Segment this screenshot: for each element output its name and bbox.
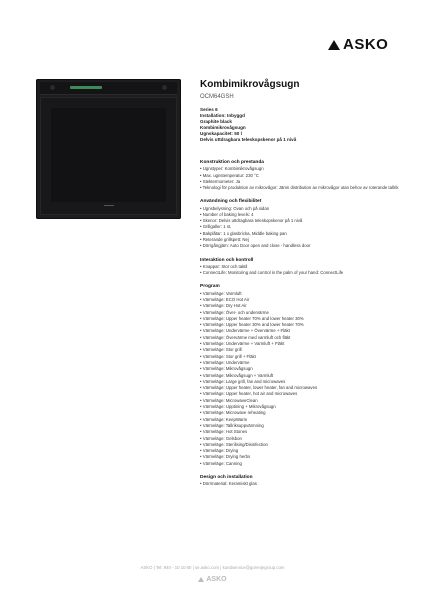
list-item: • Värmeläge: Stor grill + Fläkt bbox=[200, 353, 256, 359]
list-item: • Bakplåtar: 1 x glasbricka, Middle baking pan bbox=[200, 230, 287, 236]
spec-line: Graphite black bbox=[200, 119, 232, 124]
section-title: Program bbox=[200, 284, 220, 290]
product-image bbox=[36, 79, 181, 219]
list-item: • Värmeläge: Varmluft bbox=[200, 290, 242, 296]
list-item: • Värmeläge: Drying bbox=[200, 448, 239, 454]
list-item: • Värmeläge: Drying herbs bbox=[200, 454, 251, 460]
list-item: • Grillgaller: 1 st. bbox=[200, 224, 232, 230]
spec-line: Series 6 bbox=[200, 107, 218, 112]
list-item: • Värmeläge: Gelsbon bbox=[200, 435, 242, 441]
list-item: • Värmeläge: Mikrovågsugn + Varmluft bbox=[200, 372, 274, 378]
list-item: • Stektermometer: Ja bbox=[200, 178, 241, 184]
list-item: • ConnectLife: Monitoring and control in the palm of your hand: ConnectLife bbox=[200, 270, 344, 276]
list-item: • Värmeläge: ECO Hot Air bbox=[200, 296, 250, 302]
spec-line: Kombimikrovågsugn bbox=[200, 125, 246, 130]
list-item: • Max. ugnstemperatur: 230 °C bbox=[200, 172, 259, 178]
list-item: • Värmeläge: Tallriksuppvärmning bbox=[200, 422, 264, 428]
section-title: Interaktion och kontroll bbox=[200, 257, 254, 263]
oven-control-panel bbox=[40, 82, 177, 95]
list-item: • Ugnsbelysning: Ovan och på sidan bbox=[200, 205, 270, 211]
spec-line: Delvis uttdragbara teleskopskenor på 1 nivå bbox=[200, 137, 297, 142]
section bbox=[200, 475, 415, 488]
list-item: • Värmeläge: Stor grill bbox=[200, 347, 242, 353]
oven-display-icon bbox=[70, 86, 102, 89]
list-item: • Värmeläge: Upper heater 70% and lower heater 30% bbox=[200, 315, 304, 321]
footer-brand-name: ASKO bbox=[206, 576, 227, 583]
brand-name: ASKO bbox=[343, 36, 389, 53]
list-item: • Skenor: Delvis uttdragbara teleskopskenor på 1 nivå bbox=[200, 218, 303, 224]
footer-contact: ASKO | Tel: 940 - 10 10 60 | se.asko.com | kundservice@gorenjegroup.com bbox=[140, 565, 285, 570]
brand-logo bbox=[328, 37, 388, 52]
oven-window bbox=[51, 108, 166, 202]
section bbox=[200, 160, 415, 191]
spec-line: Ugnskapacitet: 50 l bbox=[200, 131, 242, 136]
product-header bbox=[200, 79, 410, 143]
list-item: • Number of baking levels: 4 bbox=[200, 211, 254, 217]
oven-badge-icon bbox=[104, 205, 114, 206]
list-item: • Värmeläge: Large grill, fan and microwaves bbox=[200, 378, 286, 384]
list-item: • Värmeläge: Undervärme bbox=[200, 359, 250, 365]
spec-list bbox=[200, 107, 410, 143]
oven-knob-icon bbox=[162, 85, 167, 90]
list-item: • Värmeläge: Upper heater 30% and lower heater 70% bbox=[200, 322, 304, 328]
section bbox=[200, 284, 415, 467]
list-item: • Dörrgångjärn: Auto Door open and close - handless door bbox=[200, 243, 311, 249]
product-code: OCM64GSH bbox=[200, 94, 234, 100]
section-title: Användning och flexibilitet bbox=[200, 199, 262, 205]
list-item: • Värmeläge: MicrowaveClean bbox=[200, 397, 258, 403]
list-item: • Värmeläge: Dry Hot Air bbox=[200, 303, 247, 309]
footer-logo bbox=[0, 576, 425, 583]
list-item: • Värmeläge: Upptining + Mikrovågsugn bbox=[200, 404, 276, 410]
list-item: • Värmeläge: Canning bbox=[200, 460, 242, 466]
list-item: • Värmeläge: Över- och undervärme bbox=[200, 309, 269, 315]
list-item: • Värmeläge: Hot Stones bbox=[200, 429, 248, 435]
spec-line: Installation: Inbyggd bbox=[200, 113, 245, 118]
list-item: • Värmeläge: Övervärme med varmluft och fläkt bbox=[200, 334, 291, 340]
product-title: Kombimikrovågsugn bbox=[200, 79, 300, 90]
asko-logo-icon bbox=[198, 577, 204, 582]
list-item: • Teknologi för produktion av mikrovågor: Jämn distribution av mikrovågor utan behov av roterande tallrik bbox=[200, 185, 399, 191]
section bbox=[200, 258, 415, 277]
list-item: • Värmeläge: Microwave reheating bbox=[200, 410, 266, 416]
list-item: • Ugnstyper: Kombimikrovågsugn bbox=[200, 166, 264, 172]
list-item: • Dörrmaterial: Keramiskt glas bbox=[200, 481, 257, 487]
section-title: Design och installation bbox=[200, 474, 253, 480]
section-title: Konstruktion och prestanda bbox=[200, 160, 264, 165]
oven-door bbox=[40, 97, 177, 215]
list-item: • Värmeläge: Sterilising/Disinfection bbox=[200, 441, 268, 447]
list-item: • Värmeläge: Mikrovågsugn bbox=[200, 366, 253, 372]
list-item: • Värmeläge: KeepWarm bbox=[200, 416, 248, 422]
list-item: • Värmeläge: Undervärme + Varmluft + Fläkt bbox=[200, 341, 285, 347]
feature-sections bbox=[200, 160, 415, 487]
list-item: • Knappar: Stor och taktil bbox=[200, 263, 248, 269]
list-item: • Värmeläge: Undervärme + Övervärme + Fläkt bbox=[200, 328, 290, 334]
list-item: • Värmeläge: Upper heater, lower heater, fan and microwaves bbox=[200, 385, 318, 391]
list-item: • Reterande grillspett: Nej bbox=[200, 237, 249, 243]
oven-knob-icon bbox=[50, 85, 55, 90]
section bbox=[200, 199, 415, 249]
asko-logo-icon bbox=[328, 40, 340, 50]
list-item: • Värmeläge: Upper heater, hot air and microwaves bbox=[200, 391, 298, 397]
